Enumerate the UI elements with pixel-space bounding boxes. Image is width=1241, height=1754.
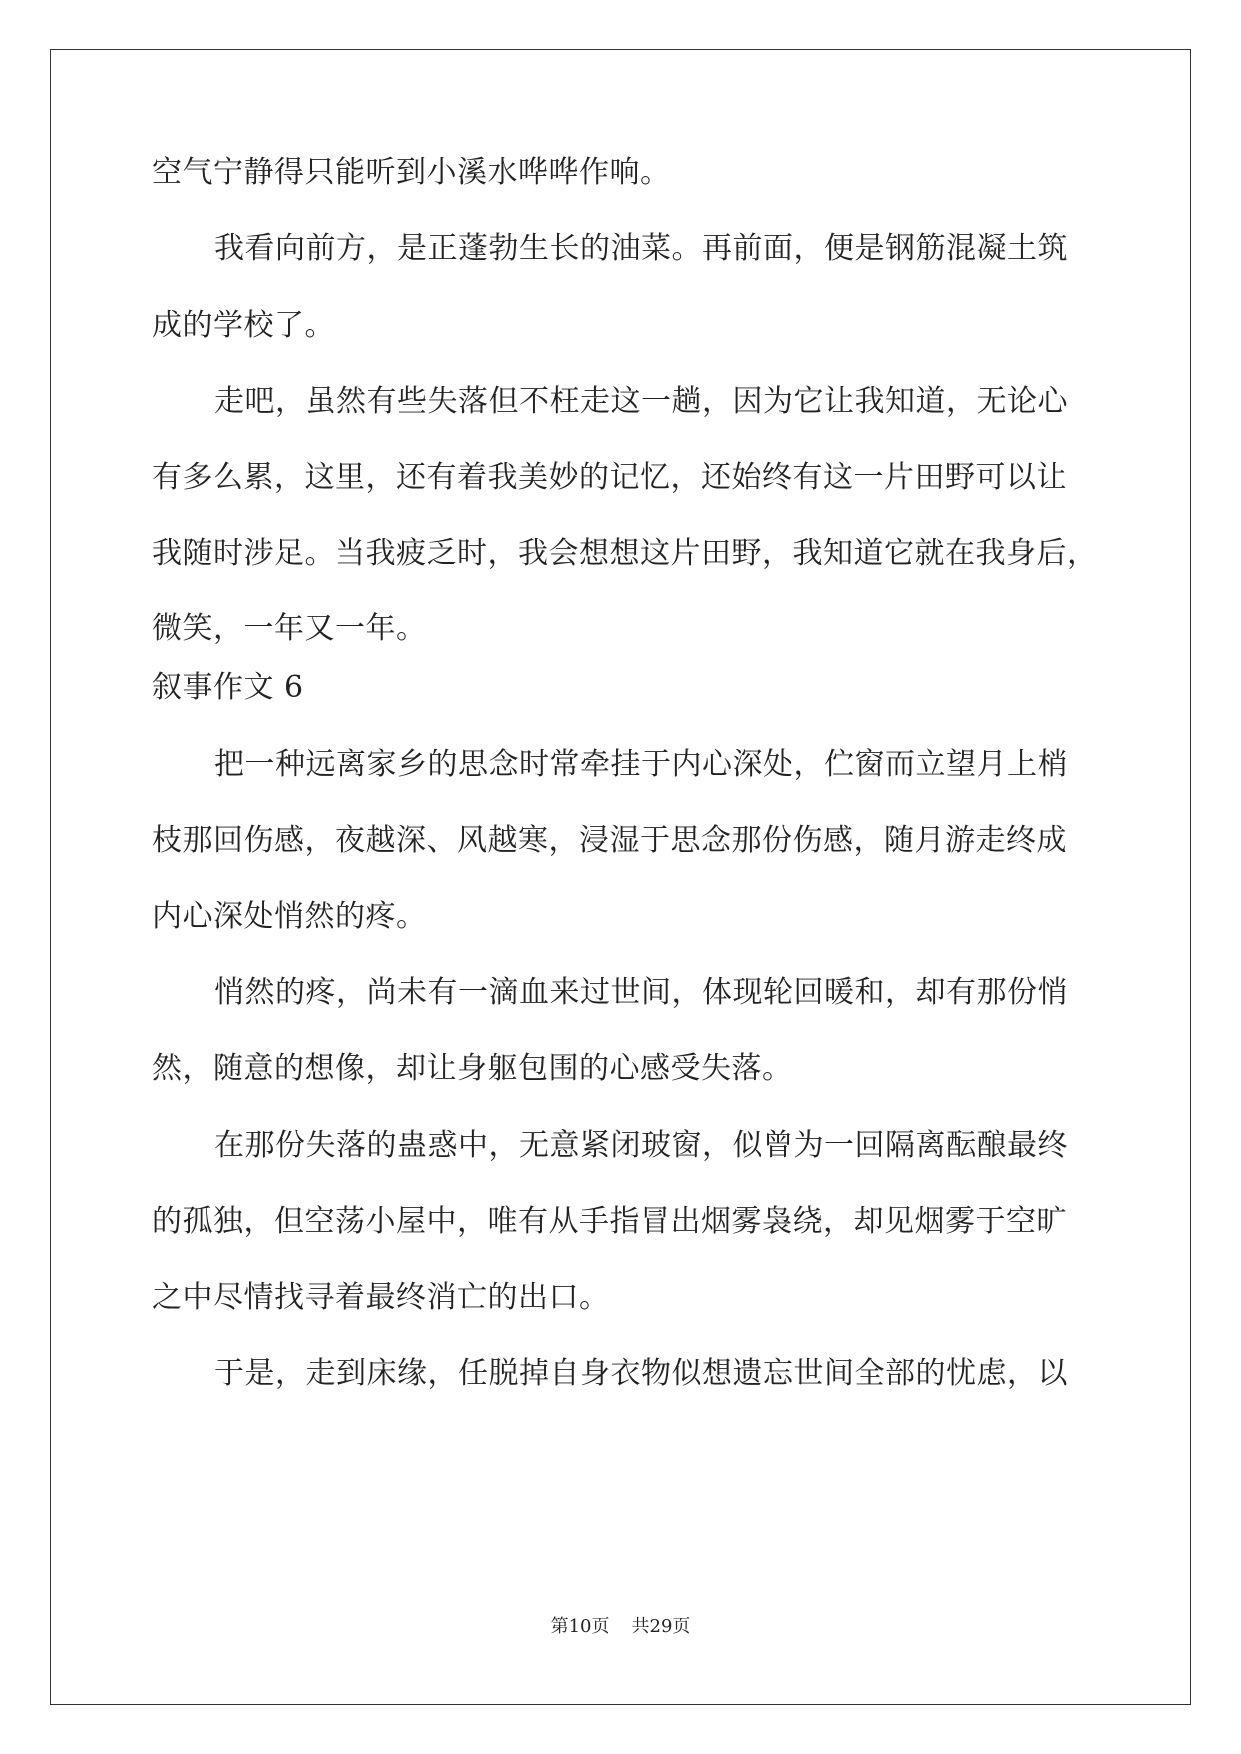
text-line: 内心深处悄然的疼。 — [152, 899, 427, 934]
text-line: 在那份失落的蛊惑中，无意紧闭玻窗，似曾为一回隔离酝酿最终 — [214, 1128, 1068, 1163]
text-line: 悄然的疼，尚未有一滴血来过世间，体现轮回暖和，却有那份悄 — [214, 975, 1068, 1010]
text-line: 把一种远离家乡的思念时常牵挂于内心深处，伫窗而立望月上梢 — [214, 747, 1068, 782]
page-border — [50, 49, 1191, 1705]
text-line: 于是，走到床缘，任脱掉自身衣物似想遗忘世间全部的忧虑，以 — [214, 1356, 1068, 1391]
text-line: 成的学校了。 — [152, 308, 335, 343]
page-number: 第10页 — [550, 1616, 610, 1637]
text-line: 然，随意的想像，却让身躯包围的心感受失落。 — [152, 1051, 793, 1086]
text-line: 枝那回伤感，夜越深、风越寒，浸湿于思念那份伤感，随月游走终成 — [152, 823, 1067, 858]
text-line: 微笑，一年又一年。 — [152, 611, 427, 646]
section-heading: 叙事作文 6 — [152, 670, 304, 705]
text-line: 我随时涉足。当我疲乏时，我会想想这片田野，我知道它就在我身后， — [152, 536, 1098, 571]
text-line: 有多么累，这里，还有着我美妙的记忆，还始终有这一片田野可以让 — [152, 460, 1067, 495]
text-line: 空气宁静得只能听到小溪水哗哗作响。 — [152, 155, 671, 190]
text-line: 之中尽情找寻着最终消亡的出口。 — [152, 1280, 610, 1315]
text-line: 的孤独，但空荡小屋中，唯有从手指冒出烟雾袅绕，却见烟雾于空旷 — [152, 1204, 1067, 1239]
text-line: 走吧，虽然有些失落但不枉走这一趟，因为它让我知道，无论心 — [214, 384, 1068, 419]
page-footer — [0, 1612, 1241, 1638]
page-total: 共29页 — [631, 1616, 691, 1637]
text-line: 我看向前方，是正蓬勃生长的油菜。再前面，便是钢筋混凝土筑 — [214, 231, 1068, 266]
